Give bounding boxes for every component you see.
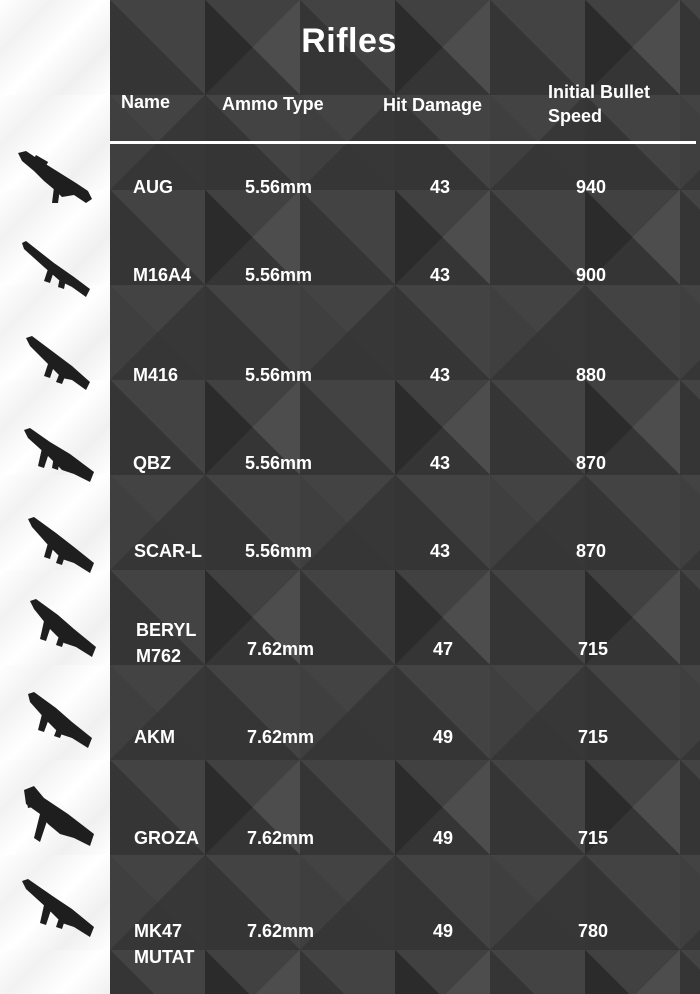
m416-rifle-icon <box>14 330 98 400</box>
column-header-speed-line1: Initial Bullet <box>548 82 651 102</box>
row-bullet-speed: 870 <box>576 541 607 561</box>
column-header-initial-bullet-speed <box>548 80 650 128</box>
row-ammo-type: 5.56mm <box>245 541 313 561</box>
row-name: M416 <box>133 365 179 385</box>
row-bullet-speed: 715 <box>578 639 609 659</box>
table-row <box>0 325 700 415</box>
table-row <box>0 780 700 875</box>
beryl-m762-rifle-icon <box>14 595 98 665</box>
row-hit-damage: 49 <box>433 828 454 848</box>
groza-rifle-icon <box>14 784 98 854</box>
row-name-line1: BERYL <box>136 620 197 640</box>
row-bullet-speed: 880 <box>576 365 607 385</box>
row-bullet-speed: 940 <box>576 177 607 197</box>
table-row <box>0 875 700 990</box>
row-bullet-speed: 715 <box>578 828 609 848</box>
row-hit-damage: 47 <box>433 639 454 659</box>
mk47-mutant-rifle-icon <box>14 877 98 947</box>
row-ammo-type: 5.56mm <box>245 453 313 473</box>
column-header-speed-line2: Speed <box>548 106 603 126</box>
table-row <box>0 145 700 235</box>
row-name-line2: M762 <box>136 646 182 666</box>
column-header-name: Name <box>121 92 171 112</box>
header-divider <box>110 141 696 144</box>
row-hit-damage: 43 <box>430 453 451 473</box>
row-bullet-speed: 900 <box>576 265 607 285</box>
page-title: Rifles <box>301 22 397 60</box>
row-bullet-speed: 870 <box>576 453 607 473</box>
table-row <box>0 415 700 505</box>
row-bullet-speed: 780 <box>578 921 609 941</box>
row-name-line2: MUTAT <box>134 947 195 967</box>
row-name: M16A4 <box>133 265 192 285</box>
row-name: GROZA <box>134 828 199 848</box>
column-header-hit-damage: Hit Damage <box>383 95 483 115</box>
row-ammo-type: 7.62mm <box>247 727 315 747</box>
row-name-line1: MK47 <box>134 921 183 941</box>
row-hit-damage: 49 <box>433 921 454 941</box>
table-row <box>0 690 700 780</box>
akm-rifle-icon <box>14 690 98 760</box>
row-name <box>136 617 196 669</box>
row-name: QBZ <box>133 453 171 473</box>
row-ammo-type: 7.62mm <box>247 828 315 848</box>
qbz-rifle-icon <box>14 420 98 490</box>
row-name: SCAR-L <box>134 541 202 561</box>
row-ammo-type: 5.56mm <box>245 265 313 285</box>
row-bullet-speed: 715 <box>578 727 609 747</box>
table-row <box>0 235 700 325</box>
row-ammo-type: 5.56mm <box>245 177 313 197</box>
m16a4-rifle-icon <box>14 237 98 307</box>
row-hit-damage: 43 <box>430 177 451 197</box>
row-name: AKM <box>134 727 175 747</box>
row-ammo-type: 7.62mm <box>247 639 315 659</box>
row-hit-damage: 49 <box>433 727 454 747</box>
row-ammo-type: 5.56mm <box>245 365 313 385</box>
row-name: AUG <box>133 177 173 197</box>
table-row <box>0 595 700 690</box>
row-hit-damage: 43 <box>430 265 451 285</box>
row-hit-damage: 43 <box>430 541 451 561</box>
aug-rifle-icon <box>14 145 98 215</box>
column-header-ammo-type: Ammo Type <box>222 94 324 114</box>
scar-l-rifle-icon <box>14 513 98 583</box>
table-row <box>0 505 700 595</box>
row-hit-damage: 43 <box>430 365 451 385</box>
row-ammo-type: 7.62mm <box>247 921 315 941</box>
row-name <box>134 918 194 970</box>
